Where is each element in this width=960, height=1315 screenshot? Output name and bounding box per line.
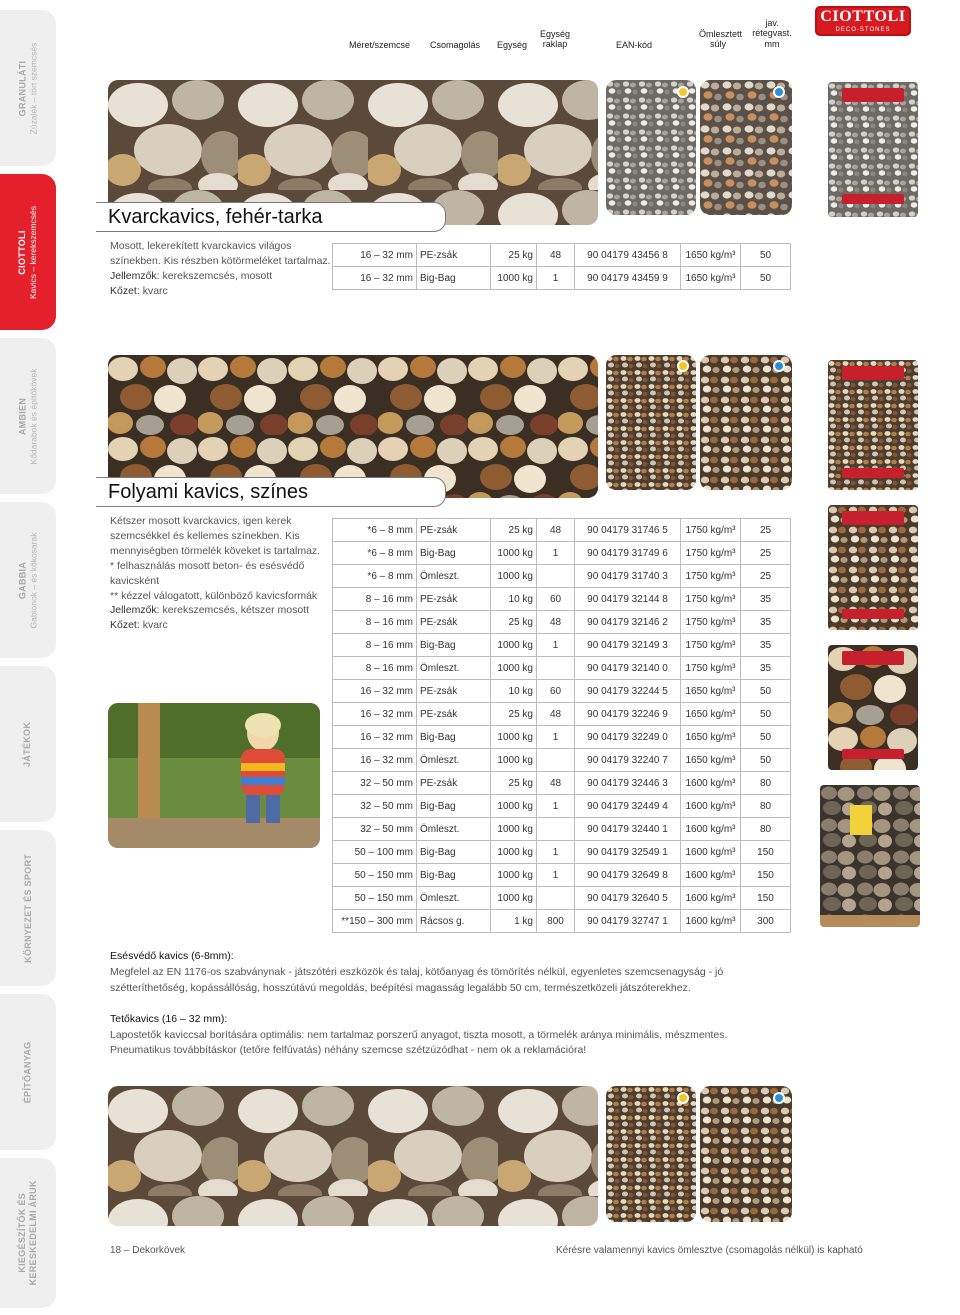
pallet-cell: 1: [537, 634, 575, 657]
layer-cell: 25: [741, 542, 791, 565]
tab-subtitle: Gabionok – és kőkosarak: [28, 532, 39, 628]
tab-gabbia[interactable]: [0, 502, 56, 658]
table-row: [333, 267, 791, 290]
note-concrete: * felhasználás mosott beton- és esésvédő kavicsként: [110, 559, 305, 587]
packaging-cell: Big-Bag: [417, 267, 491, 290]
unit-cell: 1000 kg: [491, 887, 537, 910]
tab-title: KÖRNYEZET ÉS SPORT: [22, 853, 33, 963]
tab-title: AMBIEN: [17, 397, 28, 435]
ean-cell: 90 04179 31749 6: [575, 542, 681, 565]
unit-cell: 1000 kg: [491, 864, 537, 887]
ean-cell: 90 04179 32440 1: [575, 818, 681, 841]
next-product-gravel-mid-photo: [700, 1086, 792, 1222]
tab-subtitle: Kődarabok és építőkövek: [28, 368, 39, 464]
sun-icon: [677, 86, 689, 98]
size-cell: 8 – 16 mm: [333, 588, 417, 611]
layer-cell: 25: [741, 565, 791, 588]
colored-gravel-bag-photo-3: [828, 645, 918, 770]
ean-cell: 90 04179 31746 5: [575, 519, 681, 542]
sun-icon: [677, 360, 689, 372]
table-row: [333, 244, 791, 267]
tab-title: GRANULÁTI: [17, 60, 28, 116]
size-cell: 50 – 150 mm: [333, 887, 417, 910]
pallet-cell: 60: [537, 588, 575, 611]
unit-cell: 1000 kg: [491, 841, 537, 864]
tab-subtitle: Kavics – kerekszemcsés: [28, 205, 39, 299]
weight-cell: 1750 kg/m³: [681, 588, 741, 611]
size-cell: 16 – 32 mm: [333, 680, 417, 703]
tab-granulati[interactable]: [0, 10, 56, 166]
weight-cell: 1650 kg/m³: [681, 680, 741, 703]
pallet-cell: 48: [537, 519, 575, 542]
size-cell: **150 – 300 mm: [333, 910, 417, 933]
packaging-cell: Ömleszt.: [417, 749, 491, 772]
layer-cell: 80: [741, 795, 791, 818]
description-text: Kétszer mosott kvarckavics, igen kerek szemcsékkel és kellemes színekben. Kis mennyiségben törmelék köveket is tartalmaz.: [110, 515, 321, 557]
tab-title: KIEGÉSZÍTŐK ÉS: [17, 1193, 28, 1273]
tab-title: ÉPÍTŐANYAG: [22, 1041, 33, 1103]
packaging-cell: Rácsos g.: [417, 910, 491, 933]
layer-cell: 80: [741, 818, 791, 841]
next-product-gravel-fine-photo: [606, 1086, 696, 1222]
header-pallet-line2: raklap: [542, 39, 568, 50]
description-text: Mosott, lekerekített kvarckavics világos színekben. Kis részben kötörmeléket tartalmaz.: [110, 240, 331, 267]
size-cell: *6 – 8 mm: [333, 519, 417, 542]
fall-protection-title: Esésvédő kavics (6-8mm):: [110, 950, 234, 962]
packaging-cell: PE-zsák: [417, 244, 491, 267]
table-row: [333, 588, 791, 611]
table-row: [333, 657, 791, 680]
tab-ciottoli[interactable]: [0, 174, 56, 330]
note-handpicked: ** kézzel válogatott, különböző kavicsformák: [110, 589, 318, 602]
weight-cell: 1750 kg/m³: [681, 542, 741, 565]
unit-cell: 25 kg: [491, 519, 537, 542]
pallet-cell: 1: [537, 795, 575, 818]
size-cell: 16 – 32 mm: [333, 726, 417, 749]
ean-cell: 90 04179 32747 1: [575, 910, 681, 933]
tab-title: JÁTÉKOK: [22, 721, 33, 767]
header-layer-line2: rétegvast.: [752, 28, 792, 39]
packaging-cell: PE-zsák: [417, 611, 491, 634]
white-quartz-gravel-fine-photo: [606, 80, 696, 215]
pallet-cell: 48: [537, 244, 575, 267]
ean-cell: 90 04179 32449 4: [575, 795, 681, 818]
logo-text: CIOTTOLI: [820, 8, 906, 25]
pallet-cell: [537, 565, 575, 588]
tab-ambien[interactable]: [0, 338, 56, 494]
size-cell: 8 – 16 mm: [333, 611, 417, 634]
ean-cell: 90 04179 32649 8: [575, 864, 681, 887]
layer-cell: 300: [741, 910, 791, 933]
header-packaging: Csomagolás: [430, 40, 481, 50]
weight-cell: 1650 kg/m³: [681, 244, 741, 267]
table-row: [333, 519, 791, 542]
weight-cell: 1750 kg/m³: [681, 565, 741, 588]
features-line: [110, 603, 335, 618]
ean-cell: 90 04179 32249 0: [575, 726, 681, 749]
ean-cell: 90 04179 32144 8: [575, 588, 681, 611]
product-description: [110, 514, 335, 633]
unit-cell: 25 kg: [491, 772, 537, 795]
weight-cell: 1600 kg/m³: [681, 772, 741, 795]
table-row: [333, 703, 791, 726]
ean-cell: 90 04179 32446 3: [575, 772, 681, 795]
layer-cell: 50: [741, 267, 791, 290]
header-size: Méret/szemcse: [349, 40, 411, 50]
packaging-cell: PE-zsák: [417, 680, 491, 703]
size-cell: *6 – 8 mm: [333, 565, 417, 588]
child-playing-photo: [108, 703, 320, 848]
tab-kiegeszitok[interactable]: [0, 1158, 56, 1308]
header-bulk-weight: [699, 29, 743, 50]
ean-cell: 90 04179 32146 2: [575, 611, 681, 634]
size-cell: 16 – 32 mm: [333, 749, 417, 772]
layer-cell: 50: [741, 680, 791, 703]
unit-cell: 1000 kg: [491, 657, 537, 680]
ean-cell: 90 04179 43459 9: [575, 267, 681, 290]
table-row: [333, 772, 791, 795]
packaging-cell: Big-Bag: [417, 726, 491, 749]
ean-cell: 90 04179 32549 1: [575, 841, 681, 864]
rock-value: kvarc: [142, 619, 168, 632]
header-layer-thickness: [752, 18, 792, 49]
ean-cell: 90 04179 32640 5: [575, 887, 681, 910]
white-quartz-bag-photo: [828, 82, 918, 217]
rock-line: [110, 284, 335, 299]
size-cell: 16 – 32 mm: [333, 244, 417, 267]
layer-cell: 80: [741, 772, 791, 795]
pallet-cell: 48: [537, 703, 575, 726]
weight-cell: 1750 kg/m³: [681, 634, 741, 657]
product-spec-table: [332, 518, 791, 933]
table-row: [333, 634, 791, 657]
fall-protection-text: Megfelel az EN 1176-os szabványnak - játszótéri eszközök és talaj, kötőanyag és tömörítés nélkül, egyenletes szemcsenagyság - jó szétteríthetőség, kopássállóság, hosszútávú megoldás, beépítési magasság legalább 50 cm, természetközeli játszóterekhez.: [110, 966, 724, 994]
header-weight-line1: Ömlesztett: [699, 29, 743, 39]
ean-cell: 90 04179 32244 5: [575, 680, 681, 703]
packaging-cell: Big-Bag: [417, 795, 491, 818]
packaging-cell: PE-zsák: [417, 519, 491, 542]
layer-cell: 50: [741, 726, 791, 749]
ean-cell: 90 04179 32149 3: [575, 634, 681, 657]
roof-gravel-text-1: Lapostetők kaviccsal borítására optimális: nem tartalmaz porszerű anyagot, tiszta mosott, a törmelék aránya minimális, mészmentes.: [110, 1029, 728, 1041]
category-sidebar: [0, 0, 56, 1315]
weight-cell: 1750 kg/m³: [681, 611, 741, 634]
tab-subtitle: Zúzalék – tört szemcsés: [28, 42, 39, 134]
pallet-cell: [537, 887, 575, 910]
size-cell: 32 – 50 mm: [333, 795, 417, 818]
product-title: Folyami kavics, színes: [96, 477, 446, 507]
water-drop-icon: [773, 86, 785, 98]
layer-cell: 35: [741, 657, 791, 680]
size-cell: 16 – 32 mm: [333, 267, 417, 290]
tab-epitoanyag[interactable]: [0, 994, 56, 1150]
unit-cell: 25 kg: [491, 611, 537, 634]
features-label: Jellemzők:: [110, 269, 160, 282]
weight-cell: 1600 kg/m³: [681, 864, 741, 887]
pallet-cell: 48: [537, 611, 575, 634]
size-cell: 8 – 16 mm: [333, 657, 417, 680]
pallet-cell: 60: [537, 680, 575, 703]
unit-cell: 1000 kg: [491, 795, 537, 818]
pallet-cell: 1: [537, 726, 575, 749]
product-title: Kvarckavics, fehér-tarka: [96, 202, 446, 232]
table-row: [333, 910, 791, 933]
packaging-cell: Ömleszt.: [417, 565, 491, 588]
packaging-cell: Big-Bag: [417, 542, 491, 565]
water-drop-icon: [773, 1092, 785, 1104]
weight-cell: 1650 kg/m³: [681, 749, 741, 772]
rock-label: Kőzet:: [110, 619, 140, 632]
ean-cell: 90 04179 31740 3: [575, 565, 681, 588]
table-row: [333, 749, 791, 772]
features-line: [110, 269, 335, 284]
pallet-cell: 48: [537, 772, 575, 795]
packaging-cell: Big-Bag: [417, 634, 491, 657]
sun-icon: [677, 1092, 689, 1104]
size-cell: 16 – 32 mm: [333, 703, 417, 726]
white-quartz-gravel-mid-photo: [700, 80, 792, 215]
product-description: [110, 239, 335, 299]
table-row: [333, 726, 791, 749]
unit-cell: 1000 kg: [491, 749, 537, 772]
pallet-cell: [537, 657, 575, 680]
colored-gravel-fine-photo: [606, 355, 696, 490]
pallet-cell: [537, 749, 575, 772]
weight-cell: 1600 kg/m³: [681, 841, 741, 864]
table-row: [333, 864, 791, 887]
pallet-cell: 800: [537, 910, 575, 933]
pallet-cell: 1: [537, 267, 575, 290]
product-spec-table: [332, 243, 791, 290]
ean-cell: 90 04179 32246 9: [575, 703, 681, 726]
logo-subtext: DECO-STONES: [835, 27, 891, 33]
header-ean: EAN-kód: [616, 40, 653, 50]
table-row: [333, 542, 791, 565]
tab-title: CIOTTOLI: [17, 229, 28, 275]
weight-cell: 1750 kg/m³: [681, 657, 741, 680]
weight-cell: 1750 kg/m³: [681, 519, 741, 542]
weight-cell: 1650 kg/m³: [681, 267, 741, 290]
stone-gabion-crate-photo: [820, 785, 920, 927]
weight-cell: 1600 kg/m³: [681, 818, 741, 841]
roof-gravel-title: Tetőkavics (16 – 32 mm):: [110, 1013, 228, 1025]
water-drop-icon: [773, 360, 785, 372]
rock-label: Kőzet:: [110, 284, 140, 297]
packaging-cell: PE-zsák: [417, 772, 491, 795]
packaging-cell: Ömleszt.: [417, 818, 491, 841]
packaging-cell: Ömleszt.: [417, 887, 491, 910]
table-row: [333, 795, 791, 818]
size-cell: 50 – 100 mm: [333, 841, 417, 864]
ean-cell: 90 04179 32240 7: [575, 749, 681, 772]
packaging-cell: Ömleszt.: [417, 657, 491, 680]
unit-cell: 1000 kg: [491, 542, 537, 565]
footer-note: Kérésre valamennyi kavics ömlesztve (csomagolás nélkül) is kapható: [556, 1245, 863, 1256]
ean-cell: 90 04179 43456 8: [575, 244, 681, 267]
table-row: [333, 818, 791, 841]
header-layer-line3: mm: [764, 38, 780, 49]
ean-cell: 90 04179 32140 0: [575, 657, 681, 680]
size-cell: 32 – 50 mm: [333, 772, 417, 795]
size-cell: *6 – 8 mm: [333, 542, 417, 565]
table-row: [333, 887, 791, 910]
tab-jatekok[interactable]: [0, 666, 56, 822]
layer-cell: 35: [741, 588, 791, 611]
table-row: [333, 841, 791, 864]
weight-cell: 1650 kg/m³: [681, 726, 741, 749]
unit-cell: 1000 kg: [491, 565, 537, 588]
weight-cell: 1600 kg/m³: [681, 910, 741, 933]
unit-cell: 10 kg: [491, 680, 537, 703]
table-row: [333, 565, 791, 588]
layer-cell: 35: [741, 634, 791, 657]
tab-title: GABBIA: [17, 561, 28, 599]
unit-cell: 1000 kg: [491, 818, 537, 841]
tab-title-line2: KERESKEDELMI ÁRUK: [28, 1180, 39, 1286]
packaging-cell: Big-Bag: [417, 841, 491, 864]
roof-gravel-text-2: Pneumatikus továbbításkor (tetőre felfúvatás) néhány szemcse szétzúzódhat - nem ok a reklamációra!: [110, 1044, 587, 1056]
features-label: Jellemzők:: [110, 604, 160, 617]
packaging-cell: PE-zsák: [417, 703, 491, 726]
layer-cell: 150: [741, 841, 791, 864]
colored-gravel-bag-photo-1: [828, 360, 918, 490]
layer-cell: 150: [741, 864, 791, 887]
weight-cell: 1650 kg/m³: [681, 703, 741, 726]
layer-cell: 50: [741, 703, 791, 726]
size-cell: 50 – 150 mm: [333, 864, 417, 887]
layer-cell: 50: [741, 749, 791, 772]
unit-cell: 10 kg: [491, 588, 537, 611]
layer-cell: 150: [741, 887, 791, 910]
colored-gravel-bag-photo-2: [828, 505, 918, 630]
table-row: [333, 611, 791, 634]
weight-cell: 1600 kg/m³: [681, 795, 741, 818]
next-product-pebbles-photo: [108, 1086, 598, 1226]
header-pallet-line1: Egység: [539, 29, 571, 39]
packaging-cell: PE-zsák: [417, 588, 491, 611]
size-cell: 8 – 16 mm: [333, 634, 417, 657]
header-unit: Egység: [497, 40, 528, 50]
pallet-cell: 1: [537, 841, 575, 864]
pallet-cell: 1: [537, 864, 575, 887]
features-value: kerekszemcsés, kétszer mosott: [162, 604, 309, 617]
unit-cell: 1000 kg: [491, 267, 537, 290]
header-weight-line2: súly: [709, 39, 726, 50]
tab-kornyezet-es-sport[interactable]: [0, 830, 56, 986]
unit-cell: 1000 kg: [491, 726, 537, 749]
unit-cell: 25 kg: [491, 244, 537, 267]
unit-cell: 1 kg: [491, 910, 537, 933]
ciottoli-logo: [815, 6, 911, 36]
page-number: 18 – Dekorkövek: [110, 1245, 186, 1256]
rock-value: kvarc: [142, 284, 168, 297]
layer-cell: 35: [741, 611, 791, 634]
pallet-cell: [537, 818, 575, 841]
table-row: [333, 680, 791, 703]
features-value: kerekszemcsés, mosott: [162, 269, 273, 282]
rock-line: [110, 618, 335, 633]
pallet-cell: 1: [537, 542, 575, 565]
layer-cell: 25: [741, 519, 791, 542]
header-pallet: [537, 29, 573, 50]
colored-gravel-mid-photo: [700, 355, 792, 490]
packaging-cell: Big-Bag: [417, 864, 491, 887]
layer-cell: 50: [741, 244, 791, 267]
header-layer-line1: jav.: [765, 18, 779, 28]
size-cell: 32 – 50 mm: [333, 818, 417, 841]
weight-cell: 1600 kg/m³: [681, 887, 741, 910]
unit-cell: 1000 kg: [491, 634, 537, 657]
unit-cell: 25 kg: [491, 703, 537, 726]
